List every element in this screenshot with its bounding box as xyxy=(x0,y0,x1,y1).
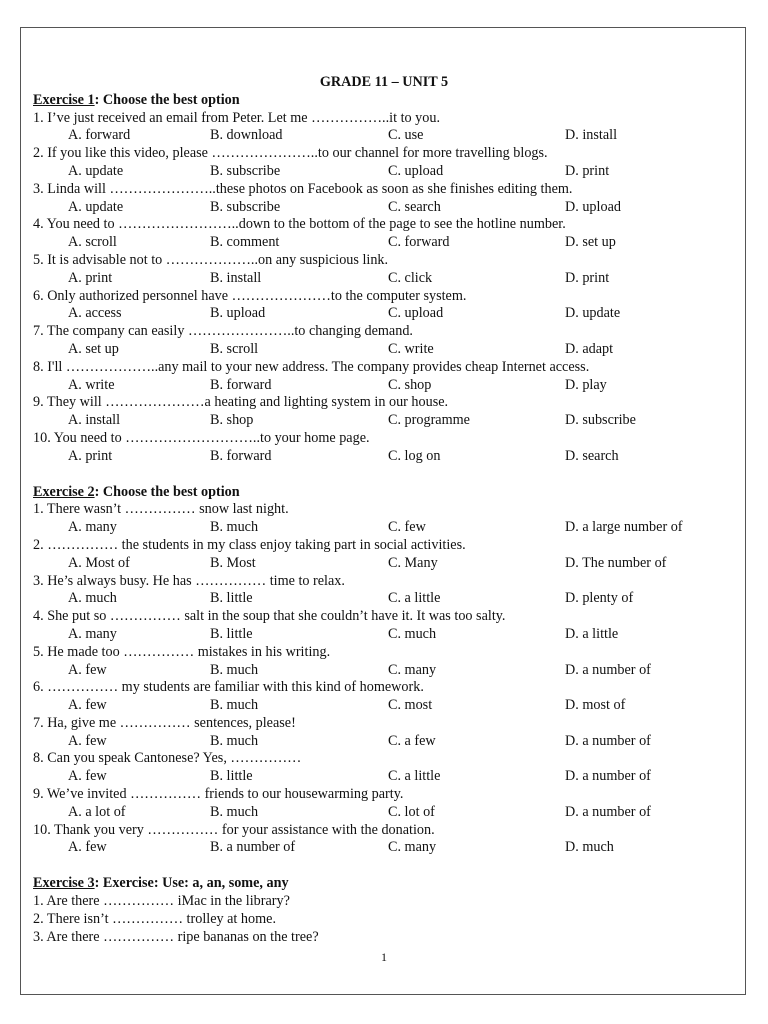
option-b: B. forward xyxy=(210,447,272,464)
question-text: 4. You need to ……………………..down to the bottom of the page to see the hotline number. xyxy=(33,216,566,233)
exercise-3-instruction: : Exercise: Use: a, an, some, any xyxy=(94,875,289,892)
option-d: D. a number of xyxy=(565,732,651,749)
page-title: GRADE 11 – UNIT 5 xyxy=(319,74,449,90)
option-a: A. install xyxy=(68,412,121,429)
option-d: D. print xyxy=(565,269,610,286)
exercise-1-heading xyxy=(33,92,733,110)
option-c: C. many xyxy=(388,661,437,678)
answer-options xyxy=(33,697,733,715)
question-text: 3. Are there …………… ripe bananas on the tree? xyxy=(33,928,319,945)
option-c: C. log on xyxy=(388,447,441,464)
option-c: C. programme xyxy=(388,412,470,429)
exercise-2-instruction: : Choose the best option xyxy=(94,483,240,500)
option-b: B. comment xyxy=(210,234,280,251)
question-text: 4. She put so …………… salt in the soup that she couldn’t have it. It was too salty. xyxy=(33,608,506,625)
option-a: A. update xyxy=(68,162,124,179)
question-text: 7. The company can easily …………………..to changing demand. xyxy=(33,323,413,340)
option-b: B. upload xyxy=(210,305,266,322)
option-c: C. shop xyxy=(388,376,432,393)
option-d: D. a little xyxy=(565,625,619,642)
option-a: A. many xyxy=(68,519,117,536)
answer-options xyxy=(33,412,733,430)
exercise-2-questions xyxy=(33,501,733,857)
option-b: B. subscribe xyxy=(210,198,281,215)
option-c: C. Many xyxy=(388,554,438,571)
answer-options xyxy=(33,804,733,822)
question-text: 3. Linda will …………………..these photos on Facebook as soon as she finishes editing them. xyxy=(33,180,573,197)
question-text: 6. Only authorized personnel have …………………to the computer system. xyxy=(33,287,467,304)
question-text: 2. …………… the students in my class enjoy taking part in social activities. xyxy=(33,536,466,553)
answer-options xyxy=(33,234,733,252)
answer-options xyxy=(33,377,733,395)
question-text: 9. They will …………………a heating and lighting system in our house. xyxy=(33,394,449,411)
option-a: A. Most of xyxy=(68,554,130,571)
answer-options xyxy=(33,270,733,288)
answer-options xyxy=(33,163,733,181)
question-text: 6. …………… my students are familiar with this kind of homework. xyxy=(33,679,424,696)
question-text: 8. I'll ………………..any mail to your new address. The company provides cheap Internet access. xyxy=(33,358,590,375)
answer-options xyxy=(33,555,733,573)
option-c: C. upload xyxy=(388,305,444,322)
option-d: D. a number of xyxy=(565,803,651,820)
option-b: B. much xyxy=(210,519,259,536)
option-d: D. search xyxy=(565,447,619,464)
question-text: 7. Ha, give me …………… sentences, please! xyxy=(33,714,296,731)
answer-options xyxy=(33,127,733,145)
option-d: D. set up xyxy=(565,234,616,251)
option-b: B. a number of xyxy=(210,839,296,856)
option-a: A. print xyxy=(68,269,113,286)
option-a: A. forward xyxy=(68,127,131,144)
option-a: A. few xyxy=(68,661,107,678)
answer-options xyxy=(33,768,733,786)
option-a: A. write xyxy=(68,376,115,393)
option-d: D. most of xyxy=(565,697,626,714)
question-text: 1. There wasn’t …………… snow last night. xyxy=(33,501,289,518)
option-a: A. scroll xyxy=(68,234,117,251)
exercise-1-instruction: : Choose the best option xyxy=(94,91,240,108)
option-d: D. much xyxy=(565,839,614,856)
option-b: B. Most xyxy=(210,554,256,571)
option-c: C. lot of xyxy=(388,803,435,820)
option-d: D. adapt xyxy=(565,340,614,357)
option-a: A. print xyxy=(68,447,113,464)
option-d: D. plenty of xyxy=(565,590,634,607)
option-c: C. forward xyxy=(388,234,450,251)
option-b: B. shop xyxy=(210,412,254,429)
answer-options xyxy=(33,733,733,751)
exercise-3-label: Exercise 3 xyxy=(33,875,95,892)
option-b: B. scroll xyxy=(210,340,259,357)
worksheet xyxy=(33,74,733,946)
answer-options xyxy=(33,839,733,857)
option-d: D. install xyxy=(565,127,618,144)
exercise-3-heading xyxy=(33,875,733,893)
question-text: 2. If you like this video, please …………………..to our channel for more travelling blogs. xyxy=(33,145,548,162)
option-c: C. most xyxy=(388,697,433,714)
question-text: 1. I’ve just received an email from Peter. Let me ……………..it to you. xyxy=(33,109,440,126)
answer-options xyxy=(33,341,733,359)
option-c: C. upload xyxy=(388,162,444,179)
option-a: A. few xyxy=(68,732,107,749)
option-b: B. little xyxy=(210,768,253,785)
option-a: A. update xyxy=(68,198,124,215)
question-text: 10. You need to ………………………..to your home page. xyxy=(33,429,370,446)
option-a: A. access xyxy=(68,305,122,322)
answer-options xyxy=(33,519,733,537)
option-d: D. a large number of xyxy=(565,519,683,536)
option-a: A. a lot of xyxy=(68,803,126,820)
answer-options xyxy=(33,662,733,680)
question-text: 2. There isn’t …………… trolley at home. xyxy=(33,910,276,927)
option-a: A. few xyxy=(68,839,107,856)
option-c: C. a little xyxy=(388,768,441,785)
option-b: B. much xyxy=(210,732,259,749)
answer-options xyxy=(33,305,733,323)
option-b: B. install xyxy=(210,269,262,286)
question-text: 1. Are there …………… iMac in the library? xyxy=(33,893,290,910)
option-b: B. much xyxy=(210,803,259,820)
option-a: A. few xyxy=(68,768,107,785)
exercise-2-heading xyxy=(33,484,733,502)
option-d: D. update xyxy=(565,305,621,322)
option-b: B. download xyxy=(210,127,283,144)
option-b: B. much xyxy=(210,661,259,678)
option-a: A. set up xyxy=(68,340,119,357)
question-text: 10. Thank you very …………… for your assistance with the donation. xyxy=(33,821,435,838)
answer-options xyxy=(33,590,733,608)
option-c: C. use xyxy=(388,127,424,144)
question-text: 3. He’s always busy. He has …………… time to relax. xyxy=(33,572,345,589)
option-c: C. click xyxy=(388,269,433,286)
option-c: C. a few xyxy=(388,732,436,749)
exercise-2-label: Exercise 2 xyxy=(33,483,95,500)
option-d: D. a number of xyxy=(565,768,651,785)
option-d: D. upload xyxy=(565,198,621,215)
question-text: 5. It is advisable not to ………………..on any suspicious link. xyxy=(33,251,389,268)
option-b: B. subscribe xyxy=(210,162,281,179)
option-c: C. search xyxy=(388,198,441,215)
option-d: D. subscribe xyxy=(565,412,636,429)
option-c: C. few xyxy=(388,519,426,536)
question-text: 5. He made too …………… mistakes in his writing. xyxy=(33,643,331,660)
option-b: B. forward xyxy=(210,376,272,393)
exercise-3-questions xyxy=(33,893,733,946)
option-c: C. much xyxy=(388,625,437,642)
option-d: D. a number of xyxy=(565,661,651,678)
question-text: 9. We’ve invited …………… friends to our housewarming party. xyxy=(33,786,404,803)
option-d: D. play xyxy=(565,376,607,393)
exercise-1-questions xyxy=(33,110,733,466)
option-a: A. much xyxy=(68,590,117,607)
question-text: 8. Can you speak Cantonese? Yes, …………… xyxy=(33,750,302,767)
answer-options xyxy=(33,199,733,217)
option-b: B. little xyxy=(210,625,253,642)
answer-options xyxy=(33,448,733,466)
exercise-1-label: Exercise 1 xyxy=(33,91,95,108)
option-c: C. many xyxy=(388,839,437,856)
option-b: B. little xyxy=(210,590,253,607)
option-d: D. print xyxy=(565,162,610,179)
option-c: C. write xyxy=(388,340,434,357)
option-a: A. few xyxy=(68,697,107,714)
option-a: A. many xyxy=(68,625,117,642)
answer-options xyxy=(33,626,733,644)
option-b: B. much xyxy=(210,697,259,714)
option-d: D. The number of xyxy=(565,554,667,571)
page-number: 1 xyxy=(381,950,387,964)
option-c: C. a little xyxy=(388,590,441,607)
